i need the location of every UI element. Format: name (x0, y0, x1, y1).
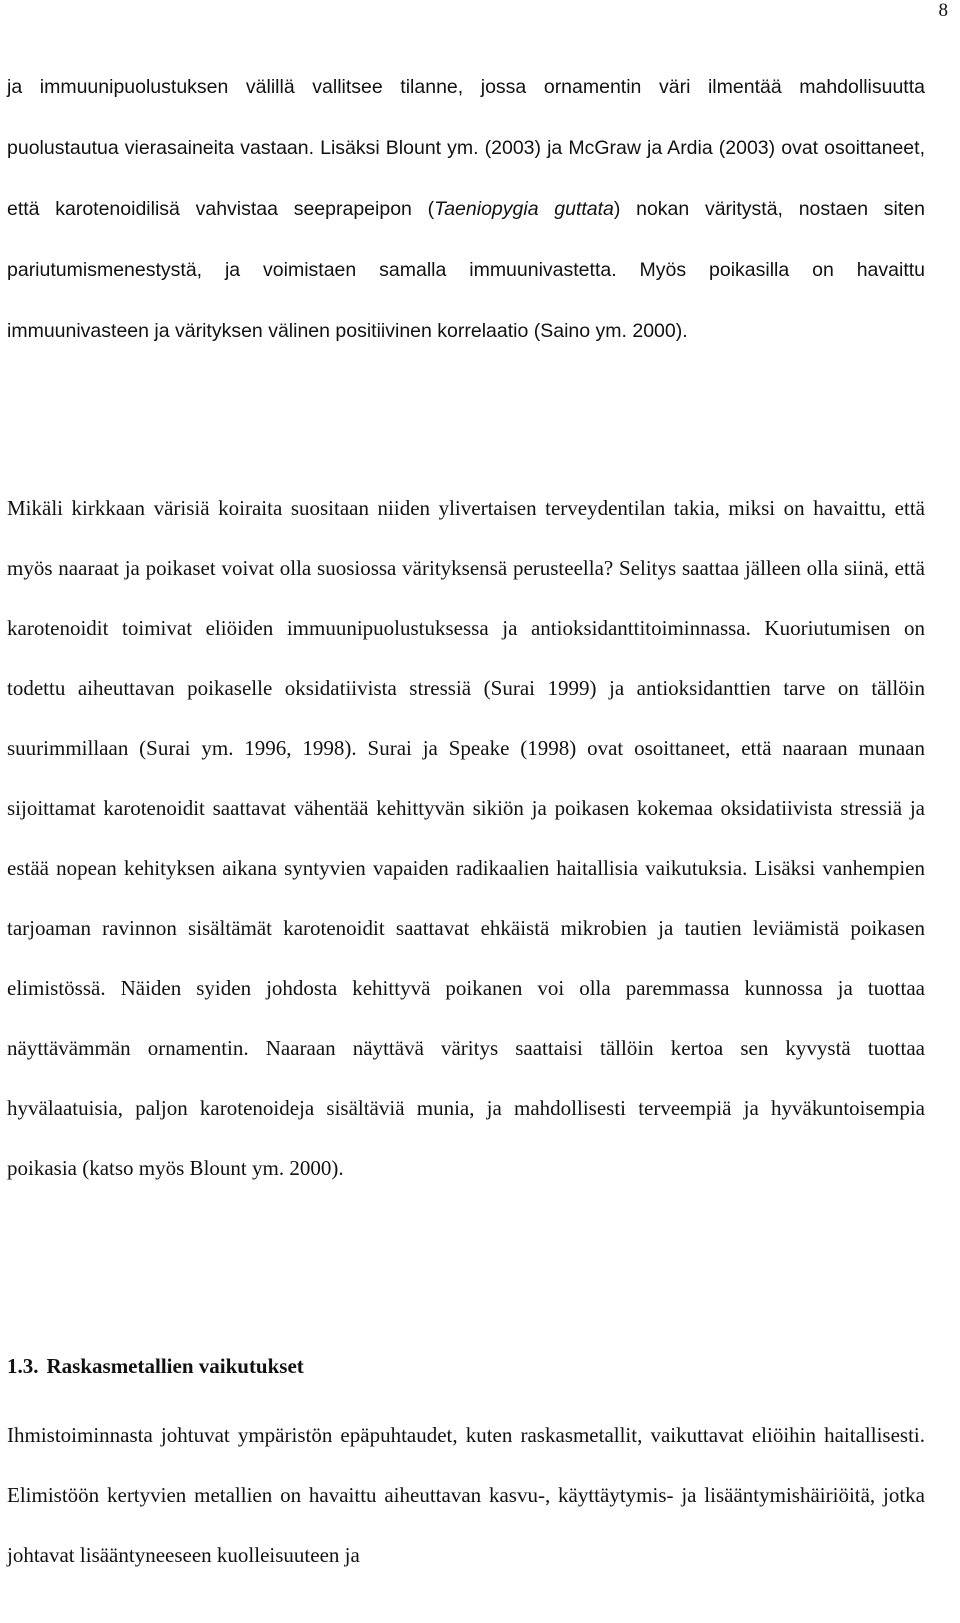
species-name: Taeniopygia guttata (434, 198, 614, 220)
page-number: 8 (938, 0, 948, 21)
section-heading (7, 1351, 925, 1381)
section-number: 1.3. (7, 1354, 39, 1378)
section-title: Raskasmetallien vaikutukset (46, 1354, 304, 1378)
paragraph-offspring-coloration: Mikäli kirkkaan värisiä koiraita suositaan niiden ylivertaisen terveydentilan takia, miksi on havaittu, että myös naaraat ja poikaset voivat olla suosiossa värityksensä perusteella? Selitys saattaa jälleen olla siinä, että karotenoidit toimivat eliöiden immuunipuolustuksessa ja antioksidanttitoiminnassa. Kuoriutumisen on todettu aiheuttavan poikaselle oksidatiivista stressiä (Surai 1999) ja antioksidanttien tarve on tällöin suurimmillaan (Surai ym. 1996, 1998). Surai ja Speake (1998) ovat osoittaneet, että naaraan munaan sijoittamat karotenoidit saattavat vähentää kehittyvän sikiön ja poikasen kokemaa oksidatiivista stressiä ja estää nopean kehityksen aikana syntyvien vapaiden radikaalien haitallisia vaikutuksia. Lisäksi vanhempien tarjoaman ravinnon sisältämät karotenoidit saattavat ehkäistä mikrobien ja tautien leviämistä poikasen elimistössä. Näiden syiden johdosta kehittyvä poikanen voi olla paremmassa kunnossa ja tuottaa näyttävämmän ornamentin. Naaraan näyttävä väritys saattaisi tällöin kertoa sen kyvystä tuottaa hyvälaatuisia, paljon karotenoideja sisältäviä munia, ja mahdollisesti terveempiä ja hyväkuntoisempia poikasia (katso myös Blount ym. 2000). (7, 496, 925, 1180)
paragraph-text-a: ja immuunipuolustuksen välillä vallitsee tilanne, jossa ornamentin väri ilmentää mahdollisuutta puolustautua vierasaineita vastaan. Lisäksi Blount ym. (2003) ja McGraw ja Ardia (2003) ovat osoittaneet, että karotenoidilisä vahvistaa seeprapeipon ( (7, 76, 925, 220)
paragraph-text-b: ) nokan väritystä, nostaen siten pariutumismenestystä, ja voimistaen samalla immuunivastetta. Myös poikasilla on havaittu immuunivasteen ja värityksen välinen positiivinen korrelaatio (Saino ym. 2000). (7, 198, 925, 342)
paragraph-heavy-metals: Ihmistoiminnasta johtuvat ympäristön epäpuhtaudet, kuten raskasmetallit, vaikuttavat eliöihin haitallisesti. Elimistöön kertyvien metallien on havaittu aiheuttavan kasvu-, käyttäytymis- ja lisääntymishäiriöitä, jotka johtavat lisääntyneeseen kuolleisuuteen ja (7, 1423, 925, 1567)
paragraph-carotenoid-immunity (7, 56, 925, 361)
